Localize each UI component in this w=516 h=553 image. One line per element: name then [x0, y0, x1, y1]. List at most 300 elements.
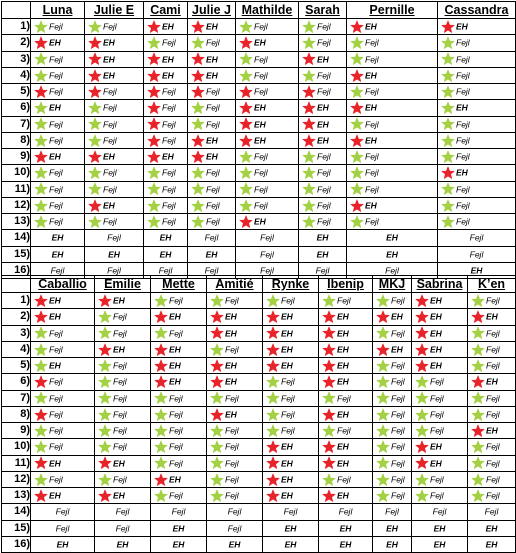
- result-label: EH: [49, 102, 61, 113]
- green-star-icon: [415, 473, 429, 487]
- green-star-icon: [471, 294, 485, 308]
- result-cell: [468, 390, 516, 406]
- result-cell: [468, 423, 516, 439]
- result-cell: [31, 423, 95, 439]
- red-star-icon: [34, 456, 48, 470]
- result-cell: [31, 293, 95, 309]
- result-cell: [468, 504, 516, 520]
- result-cell: [207, 439, 263, 455]
- result-cell: [31, 165, 85, 181]
- green-star-icon: [266, 375, 280, 389]
- result-cell: [263, 293, 319, 309]
- result-label: Fejl: [206, 216, 220, 227]
- green-star-icon: [350, 182, 364, 196]
- result-cell: [95, 293, 151, 309]
- results-table-top: [1, 1, 516, 279]
- result-label: EH: [206, 70, 218, 80]
- result-cell: [438, 165, 516, 181]
- result-cell: [236, 197, 299, 213]
- result-cell: [412, 341, 468, 357]
- green-star-icon: [88, 20, 102, 34]
- result-label: EH: [103, 200, 115, 210]
- result-label: EH: [108, 248, 120, 259]
- result-cell: [31, 132, 85, 148]
- result-cell: [299, 100, 347, 116]
- green-star-icon: [350, 150, 364, 164]
- result-cell: [373, 536, 412, 552]
- result-label: Fejl: [365, 53, 379, 64]
- result-cell: [347, 181, 438, 197]
- result-label: EH: [470, 265, 483, 275]
- result-cell: [151, 504, 207, 520]
- column-header: Mette: [151, 276, 207, 293]
- result-label: Fejl: [430, 392, 444, 403]
- red-star-icon: [322, 375, 336, 389]
- column-header: Caballio: [31, 276, 95, 293]
- result-cell: [85, 116, 144, 132]
- red-star-icon: [147, 134, 161, 148]
- result-cell: [207, 423, 263, 439]
- row-number: 1): [2, 293, 31, 309]
- red-star-icon: [147, 85, 161, 99]
- result-label: EH: [485, 539, 498, 549]
- row-number: 4): [2, 67, 31, 83]
- row-number: 5): [2, 358, 31, 374]
- result-cell: [151, 390, 207, 406]
- red-star-icon: [350, 69, 364, 83]
- result-label: Fejl: [281, 295, 295, 306]
- result-label: Fejl: [225, 295, 239, 306]
- table-row: [2, 455, 516, 471]
- green-star-icon: [34, 473, 48, 487]
- green-star-icon: [376, 473, 390, 487]
- result-label: Fejl: [391, 490, 405, 501]
- result-label: Fejl: [206, 183, 220, 194]
- green-star-icon: [376, 408, 390, 422]
- result-cell: [347, 132, 438, 148]
- result-label: EH: [317, 135, 329, 145]
- result-cell: [188, 19, 236, 35]
- result-cell: [95, 455, 151, 471]
- result-label: EH: [386, 522, 398, 533]
- red-star-icon: [154, 375, 168, 389]
- red-star-icon: [266, 343, 280, 357]
- green-star-icon: [350, 215, 364, 229]
- result-label: Fejl: [113, 441, 127, 452]
- red-star-icon: [34, 310, 48, 324]
- row-number: 14): [2, 230, 31, 246]
- result-cell: [188, 51, 236, 67]
- result-label: Fejl: [49, 409, 63, 419]
- result-label: EH: [365, 135, 377, 145]
- result-label: Fejl: [162, 183, 176, 194]
- red-star-icon: [210, 310, 224, 324]
- result-cell: [319, 504, 373, 520]
- result-cell: [236, 181, 299, 197]
- table-row: [2, 149, 516, 165]
- result-cell: [151, 293, 207, 309]
- table-row: [2, 214, 516, 230]
- green-star-icon: [239, 166, 253, 180]
- result-label: Fejl: [113, 376, 127, 387]
- result-label: Fejl: [281, 376, 295, 387]
- result-cell: [373, 406, 412, 422]
- row-number: 6): [2, 374, 31, 390]
- result-cell: [468, 293, 516, 309]
- green-star-icon: [376, 440, 390, 454]
- red-star-icon: [239, 215, 253, 229]
- result-cell: [347, 84, 438, 100]
- column-header: Julie E: [85, 2, 144, 19]
- red-star-icon: [88, 69, 102, 83]
- column-header: Julie J: [188, 2, 236, 19]
- result-cell: [207, 455, 263, 471]
- table-row: [2, 358, 516, 374]
- result-cell: [412, 406, 468, 422]
- result-cell: [31, 374, 95, 390]
- result-label: Fejl: [430, 425, 444, 436]
- column-header: Emilie: [95, 276, 151, 293]
- result-label: EH: [225, 360, 237, 371]
- green-star-icon: [147, 215, 161, 229]
- result-cell: [85, 149, 144, 165]
- header-row: [2, 2, 516, 19]
- result-cell: [319, 358, 373, 374]
- result-cell: [151, 423, 207, 439]
- table-row: [2, 293, 516, 309]
- result-cell: [144, 100, 188, 116]
- green-star-icon: [239, 182, 253, 196]
- result-cell: [299, 84, 347, 100]
- result-label: EH: [56, 539, 69, 549]
- red-star-icon: [98, 489, 112, 503]
- result-cell: [188, 84, 236, 100]
- red-star-icon: [350, 199, 364, 213]
- column-header: Mathilde: [236, 2, 299, 19]
- result-cell: [85, 100, 144, 116]
- red-star-icon: [322, 489, 336, 503]
- red-star-icon: [147, 101, 161, 115]
- result-cell: [263, 455, 319, 471]
- red-star-icon: [415, 294, 429, 308]
- result-cell: [263, 406, 319, 422]
- green-star-icon: [266, 408, 280, 422]
- result-cell: [144, 214, 188, 230]
- result-label: Fejl: [430, 409, 444, 419]
- result-cell: [31, 390, 95, 406]
- result-cell: [347, 51, 438, 67]
- result-cell: [236, 100, 299, 116]
- result-cell: [207, 390, 263, 406]
- green-star-icon: [34, 424, 48, 438]
- red-star-icon: [350, 101, 364, 115]
- green-star-icon: [376, 359, 390, 373]
- result-cell: [319, 520, 373, 536]
- green-star-icon: [302, 150, 316, 164]
- red-star-icon: [302, 52, 316, 66]
- green-star-icon: [266, 424, 280, 438]
- result-label: EH: [162, 70, 174, 80]
- result-cell: [373, 488, 412, 504]
- result-cell: [412, 309, 468, 325]
- result-label: EH: [430, 457, 442, 468]
- green-star-icon: [98, 391, 112, 405]
- green-star-icon: [471, 440, 485, 454]
- result-cell: [319, 406, 373, 422]
- result-cell: [207, 293, 263, 309]
- result-label: EH: [339, 539, 352, 549]
- result-label: EH: [365, 70, 377, 80]
- result-label: EH: [317, 53, 329, 64]
- result-cell: [438, 100, 516, 116]
- result-label: EH: [159, 248, 172, 259]
- result-cell: [151, 374, 207, 390]
- green-star-icon: [191, 36, 205, 50]
- result-cell: [373, 504, 412, 520]
- result-cell: [151, 309, 207, 325]
- green-star-icon: [154, 326, 168, 340]
- result-cell: [207, 504, 263, 520]
- result-cell: [319, 471, 373, 487]
- green-star-icon: [34, 359, 48, 373]
- result-label: Fejl: [317, 86, 331, 97]
- result-label: EH: [103, 37, 115, 48]
- result-cell: [347, 230, 438, 246]
- result-cell: [438, 67, 516, 83]
- result-cell: [207, 471, 263, 487]
- result-label: Fejl: [365, 183, 379, 194]
- green-star-icon: [98, 359, 112, 373]
- result-label: EH: [49, 457, 61, 468]
- result-cell: [263, 423, 319, 439]
- result-cell: [236, 116, 299, 132]
- result-cell: [151, 325, 207, 341]
- result-cell: [438, 19, 516, 35]
- red-star-icon: [154, 343, 168, 357]
- result-label: EH: [386, 232, 398, 243]
- green-star-icon: [471, 489, 485, 503]
- green-star-icon: [415, 391, 429, 405]
- result-cell: [347, 197, 438, 213]
- result-label: Fejl: [169, 490, 183, 501]
- result-label: Fejl: [49, 441, 63, 452]
- result-cell: [31, 406, 95, 422]
- red-star-icon: [147, 117, 161, 131]
- result-label: Fejl: [486, 457, 500, 468]
- green-star-icon: [191, 182, 205, 196]
- result-label: EH: [281, 490, 293, 501]
- result-label: EH: [365, 21, 377, 32]
- result-label: EH: [386, 539, 398, 549]
- result-cell: [299, 149, 347, 165]
- green-star-icon: [322, 391, 336, 405]
- result-cell: [95, 341, 151, 357]
- result-cell: [347, 35, 438, 51]
- green-star-icon: [350, 52, 364, 66]
- result-label: Fejl: [486, 360, 500, 371]
- result-label: Fejl: [225, 344, 239, 354]
- result-cell: [31, 197, 85, 213]
- result-label: Fejl: [169, 295, 183, 306]
- result-label: Fejl: [337, 295, 351, 306]
- green-star-icon: [88, 117, 102, 131]
- result-label: Fejl: [227, 522, 242, 533]
- result-label: EH: [365, 200, 377, 210]
- green-star-icon: [191, 101, 205, 115]
- result-cell: [188, 100, 236, 116]
- result-label: Fejl: [103, 21, 117, 32]
- result-label: EH: [116, 539, 129, 549]
- result-label: EH: [254, 102, 266, 113]
- result-cell: [85, 19, 144, 35]
- result-cell: [144, 132, 188, 148]
- result-cell: [144, 197, 188, 213]
- row-number: 9): [2, 149, 31, 165]
- result-cell: [299, 230, 347, 246]
- red-star-icon: [88, 150, 102, 164]
- result-label: EH: [430, 344, 442, 354]
- result-cell: [347, 214, 438, 230]
- green-star-icon: [266, 391, 280, 405]
- green-star-icon: [376, 326, 390, 340]
- table-row: [2, 132, 516, 148]
- result-cell: [144, 246, 188, 262]
- result-label: Fejl: [113, 425, 127, 436]
- result-label: Fejl: [49, 183, 63, 194]
- result-cell: [319, 439, 373, 455]
- result-cell: [144, 67, 188, 83]
- green-star-icon: [471, 391, 485, 405]
- red-star-icon: [322, 326, 336, 340]
- result-label: Fejl: [486, 392, 500, 403]
- green-star-icon: [415, 408, 429, 422]
- row-number: 14): [2, 504, 31, 520]
- row-number: 15): [2, 246, 31, 262]
- result-label: Fejl: [113, 311, 127, 322]
- result-cell: [31, 325, 95, 341]
- result-cell: [151, 455, 207, 471]
- result-label: EH: [430, 441, 442, 452]
- result-cell: [412, 293, 468, 309]
- result-label: Fejl: [162, 216, 176, 227]
- result-label: EH: [486, 311, 498, 322]
- result-cell: [299, 181, 347, 197]
- green-star-icon: [415, 489, 429, 503]
- result-cell: [299, 214, 347, 230]
- result-label: EH: [486, 376, 498, 387]
- table-row: [2, 390, 516, 406]
- green-star-icon: [415, 375, 429, 389]
- table-row: [2, 230, 516, 246]
- result-label: Fejl: [254, 200, 268, 210]
- red-star-icon: [191, 52, 205, 66]
- red-star-icon: [98, 343, 112, 357]
- row-number: 13): [2, 488, 31, 504]
- result-label: EH: [391, 344, 403, 354]
- result-label: Fejl: [171, 506, 186, 517]
- red-star-icon: [266, 440, 280, 454]
- column-header: Amitié: [207, 276, 263, 293]
- result-label: Fejl: [432, 506, 447, 517]
- result-cell: [85, 35, 144, 51]
- result-cell: [438, 197, 516, 213]
- result-label: EH: [113, 490, 125, 501]
- result-cell: [207, 406, 263, 422]
- green-star-icon: [34, 20, 48, 34]
- result-cell: [263, 439, 319, 455]
- result-label: Fejl: [162, 167, 176, 178]
- result-label: EH: [254, 118, 266, 129]
- result-cell: [347, 100, 438, 116]
- result-cell: [31, 35, 85, 51]
- column-header: Luna: [31, 2, 85, 19]
- red-star-icon: [154, 473, 168, 487]
- result-label: EH: [317, 118, 329, 129]
- result-cell: [144, 19, 188, 35]
- result-label: EH: [169, 344, 181, 354]
- result-cell: [151, 439, 207, 455]
- result-cell: [299, 116, 347, 132]
- result-cell: [144, 51, 188, 67]
- result-label: EH: [113, 295, 125, 306]
- green-star-icon: [34, 391, 48, 405]
- result-label: EH: [159, 232, 172, 243]
- red-star-icon: [147, 52, 161, 66]
- table-row: [2, 520, 516, 536]
- result-label: Fejl: [486, 295, 500, 306]
- green-star-icon: [302, 166, 316, 180]
- result-label: EH: [281, 457, 293, 468]
- result-label: Fejl: [113, 327, 127, 338]
- green-star-icon: [88, 182, 102, 196]
- result-label: EH: [205, 248, 218, 259]
- result-label: Fejl: [162, 102, 176, 113]
- green-star-icon: [210, 489, 224, 503]
- result-label: EH: [206, 53, 218, 64]
- green-star-icon: [98, 310, 112, 324]
- result-label: Fejl: [283, 506, 298, 517]
- result-label: Fejl: [260, 265, 274, 275]
- table-row: [2, 51, 516, 67]
- column-header: Cami: [144, 2, 188, 19]
- result-label: EH: [316, 232, 329, 243]
- result-cell: [95, 423, 151, 439]
- result-label: EH: [162, 21, 174, 32]
- result-cell: [438, 84, 516, 100]
- green-star-icon: [34, 101, 48, 115]
- green-star-icon: [376, 456, 390, 470]
- result-cell: [95, 504, 151, 520]
- table-row: [2, 439, 516, 455]
- red-star-icon: [415, 343, 429, 357]
- column-header: Sabrina: [412, 276, 468, 293]
- result-cell: [188, 116, 236, 132]
- result-label: Fejl: [107, 232, 121, 243]
- result-label: EH: [103, 70, 115, 80]
- red-star-icon: [415, 440, 429, 454]
- green-star-icon: [376, 294, 390, 308]
- result-cell: [438, 214, 516, 230]
- result-cell: [412, 504, 468, 520]
- result-cell: [412, 520, 468, 536]
- result-cell: [31, 181, 85, 197]
- green-star-icon: [88, 101, 102, 115]
- result-cell: [412, 439, 468, 455]
- result-cell: [468, 406, 516, 422]
- result-label: Fejl: [107, 265, 121, 275]
- result-label: Fejl: [456, 216, 470, 227]
- table-row: [2, 471, 516, 487]
